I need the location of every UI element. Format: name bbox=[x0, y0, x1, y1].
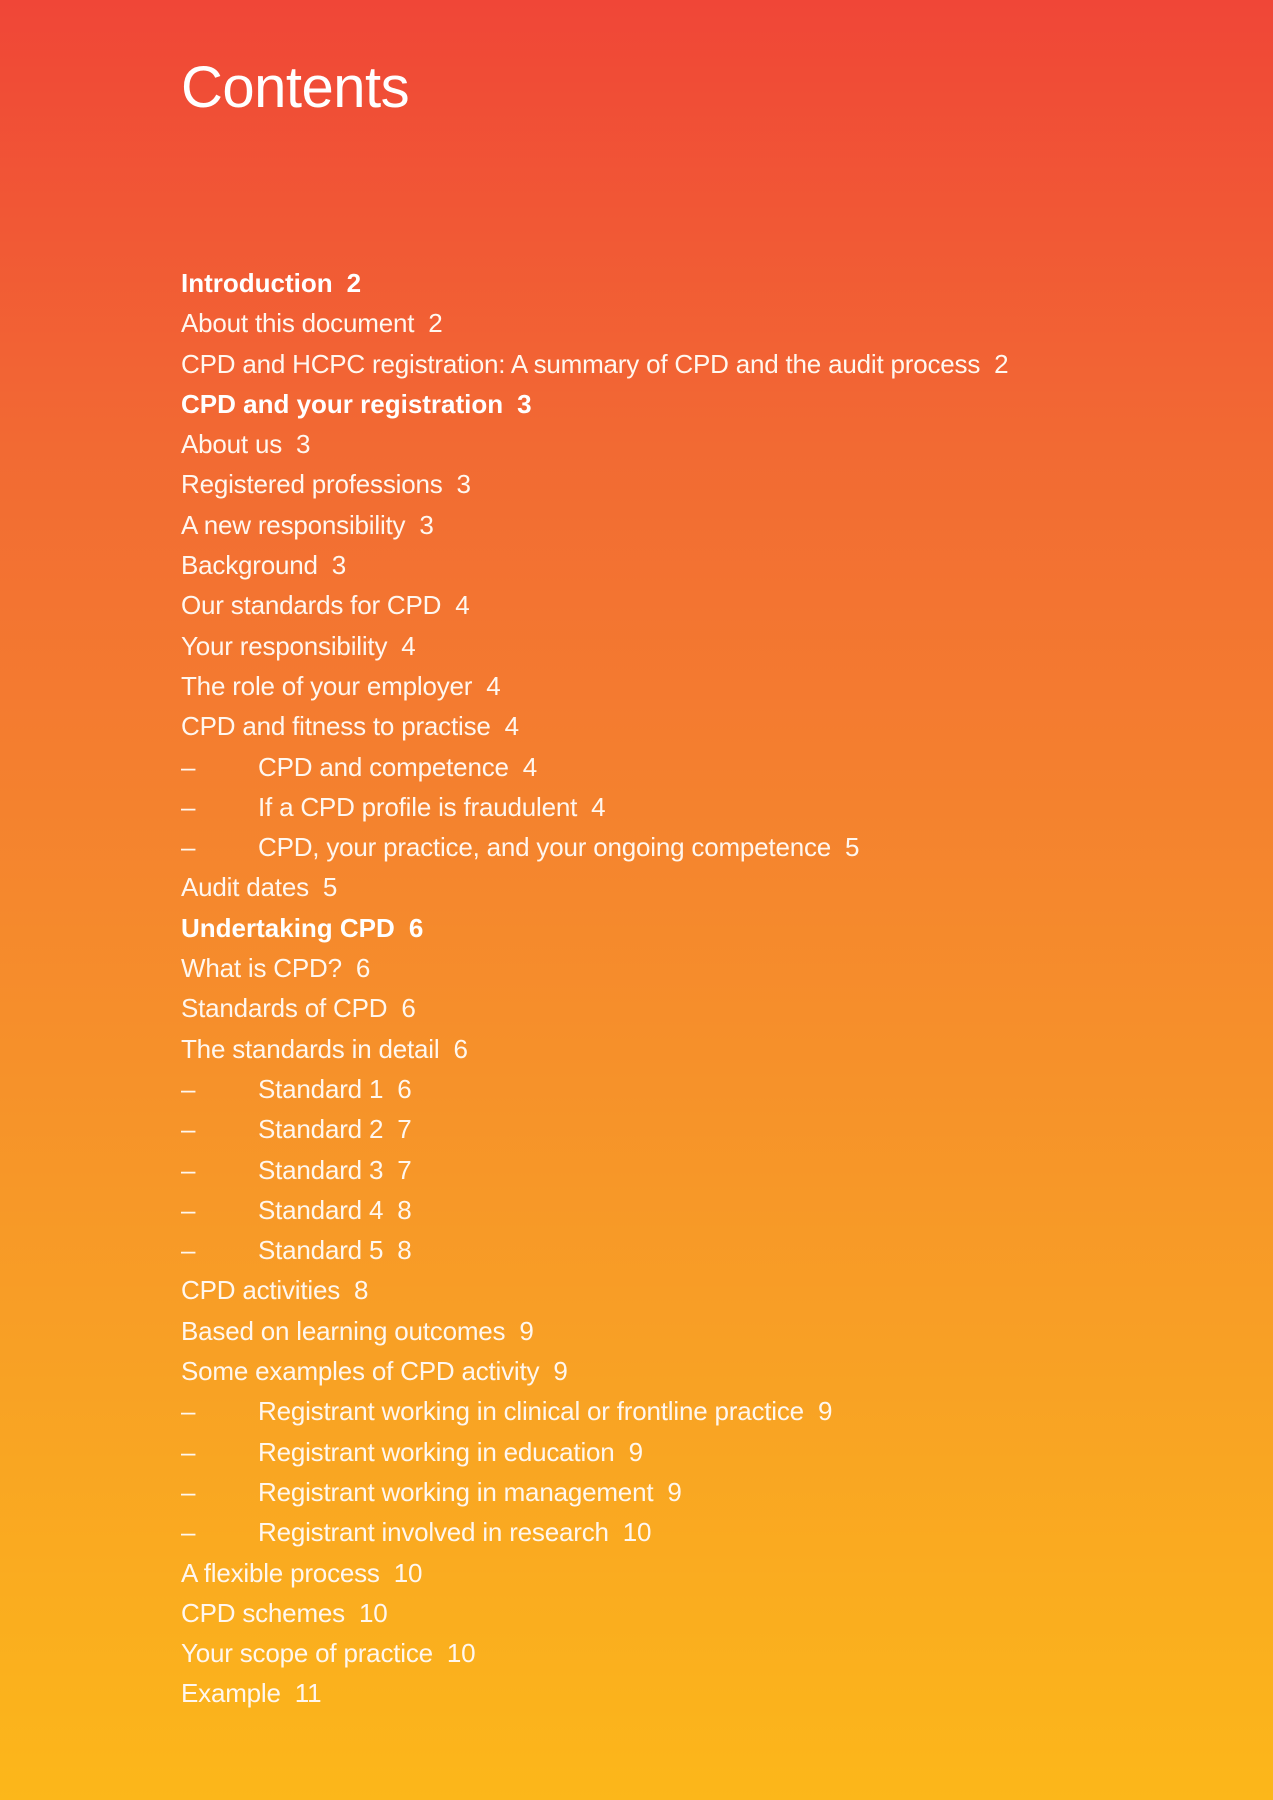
toc-sub-marker: – bbox=[181, 751, 196, 782]
toc-section-heading[interactable] bbox=[181, 384, 1008, 424]
toc-entry-title: About us bbox=[181, 429, 283, 460]
toc-entry[interactable] bbox=[181, 505, 1008, 545]
toc-entry[interactable] bbox=[181, 1553, 1008, 1593]
toc-entry-title: About this document bbox=[181, 308, 415, 339]
toc-entry-title: A new responsibility bbox=[181, 509, 406, 540]
toc-page-number: 6 bbox=[453, 1033, 468, 1064]
toc-page-number: 9 bbox=[817, 1396, 833, 1427]
toc-sub-marker: – bbox=[181, 832, 196, 863]
toc-page-number: 2 bbox=[428, 308, 443, 339]
toc-entry[interactable] bbox=[181, 706, 1008, 746]
toc-entry-title: CPD and fitness to practise bbox=[181, 711, 491, 742]
toc-subentry[interactable] bbox=[181, 1230, 1008, 1270]
toc-sub-marker: – bbox=[181, 1476, 196, 1507]
toc-sub-marker: – bbox=[181, 1396, 196, 1427]
toc-entry[interactable] bbox=[181, 344, 1008, 384]
toc-subentry[interactable] bbox=[181, 1069, 1008, 1109]
toc-entry[interactable] bbox=[181, 464, 1008, 504]
toc-page-number: 2 bbox=[994, 348, 1009, 379]
toc-entry-title: Undertaking CPD bbox=[181, 912, 395, 943]
toc-page-number: 5 bbox=[322, 872, 338, 903]
toc-page-number: 4 bbox=[486, 670, 501, 701]
toc-subentry[interactable] bbox=[181, 1472, 1008, 1512]
toc-sub-marker: – bbox=[181, 791, 196, 822]
page-title: Contents bbox=[181, 55, 410, 120]
toc-page-number: 4 bbox=[504, 711, 519, 742]
toc-subentry[interactable] bbox=[181, 1391, 1008, 1431]
toc-entry[interactable] bbox=[181, 867, 1008, 907]
toc-subentry[interactable] bbox=[181, 1432, 1008, 1472]
toc-entry[interactable] bbox=[181, 303, 1008, 343]
toc-page-number: 8 bbox=[397, 1194, 412, 1225]
toc-entry-title: Example bbox=[181, 1678, 281, 1709]
toc-entry-title: CPD and competence bbox=[258, 751, 509, 782]
toc-entry-title: Standard 2 bbox=[258, 1114, 384, 1145]
toc-page-number: 3 bbox=[296, 429, 311, 460]
toc-entry[interactable] bbox=[181, 1029, 1008, 1069]
toc-page-number: 9 bbox=[667, 1476, 682, 1507]
table-of-contents bbox=[181, 263, 1008, 1714]
toc-entry-title: Registrant working in clinical or frontline practice bbox=[258, 1396, 804, 1427]
toc-entry-title: Standard 5 bbox=[258, 1235, 384, 1266]
toc-entry-title: The role of your employer bbox=[181, 670, 473, 701]
toc-entry[interactable] bbox=[181, 1311, 1008, 1351]
toc-entry-title: Standard 1 bbox=[258, 1073, 384, 1104]
toc-entry[interactable] bbox=[181, 424, 1008, 464]
toc-entry-title: Some examples of CPD activity bbox=[181, 1356, 540, 1387]
toc-page-number: 9 bbox=[519, 1315, 534, 1346]
toc-section-heading[interactable] bbox=[181, 908, 1008, 948]
toc-page-number: 10 bbox=[393, 1557, 423, 1588]
toc-entry-title: CPD, your practice, and your ongoing competence bbox=[258, 832, 832, 863]
toc-subentry[interactable] bbox=[181, 1512, 1008, 1552]
toc-entry[interactable] bbox=[181, 988, 1008, 1028]
toc-sub-marker: – bbox=[181, 1517, 196, 1548]
toc-page-number: 9 bbox=[553, 1356, 568, 1387]
toc-page-number: 4 bbox=[522, 751, 538, 782]
toc-page-number: 10 bbox=[622, 1517, 652, 1548]
toc-page-number: 4 bbox=[455, 590, 470, 621]
toc-entry[interactable] bbox=[181, 666, 1008, 706]
toc-page-number: 8 bbox=[397, 1235, 412, 1266]
toc-page-number: 2 bbox=[346, 268, 362, 298]
toc-page-number: 5 bbox=[845, 832, 860, 863]
toc-entry[interactable] bbox=[181, 1673, 1008, 1713]
toc-entry-title: Registrant working in management bbox=[258, 1476, 654, 1507]
toc-entry-title: Your scope of practice bbox=[181, 1638, 433, 1669]
toc-page-number: 7 bbox=[397, 1114, 412, 1145]
toc-entry[interactable] bbox=[181, 948, 1008, 988]
toc-entry-title: CPD and your registration bbox=[181, 388, 504, 419]
toc-subentry[interactable] bbox=[181, 1109, 1008, 1149]
toc-entry-title: Standard 3 bbox=[258, 1154, 384, 1185]
toc-entry-title: Your responsibility bbox=[181, 630, 388, 661]
toc-entry-title: Standards of CPD bbox=[181, 993, 388, 1024]
toc-entry-title: Registrant involved in research bbox=[258, 1517, 609, 1548]
toc-page-number: 8 bbox=[354, 1275, 369, 1306]
toc-entry-title: Standard 4 bbox=[258, 1194, 384, 1225]
toc-sub-marker: – bbox=[181, 1436, 196, 1467]
toc-subentry[interactable] bbox=[181, 747, 1008, 787]
toc-page-number: 6 bbox=[397, 1073, 412, 1104]
toc-page-number: 10 bbox=[446, 1638, 476, 1669]
toc-page-number: 4 bbox=[591, 791, 606, 822]
toc-page-number: 3 bbox=[517, 388, 532, 419]
toc-entry[interactable] bbox=[181, 1270, 1008, 1310]
toc-sub-marker: – bbox=[181, 1114, 196, 1145]
toc-sub-marker: – bbox=[181, 1073, 196, 1104]
toc-subentry[interactable] bbox=[181, 1150, 1008, 1190]
toc-page-number: 9 bbox=[628, 1436, 643, 1467]
toc-entry[interactable] bbox=[181, 1633, 1008, 1673]
toc-entry[interactable] bbox=[181, 585, 1008, 625]
toc-sub-marker: – bbox=[181, 1154, 196, 1185]
toc-page-number: 10 bbox=[358, 1597, 388, 1628]
toc-entry-title: Introduction bbox=[181, 268, 333, 298]
toc-entry[interactable] bbox=[181, 1593, 1008, 1633]
toc-page-number: 3 bbox=[331, 550, 347, 581]
toc-entry-title: Registered professions bbox=[181, 469, 443, 500]
toc-page-number: 3 bbox=[456, 469, 471, 500]
toc-entry-title: What is CPD? bbox=[181, 953, 342, 984]
toc-page-number: 7 bbox=[397, 1154, 412, 1185]
toc-entry[interactable] bbox=[181, 626, 1008, 666]
toc-entry-title: Our standards for CPD bbox=[181, 590, 442, 621]
toc-page-number: 4 bbox=[401, 630, 416, 661]
toc-page-number: 11 bbox=[294, 1678, 322, 1709]
toc-entry-title: CPD activities bbox=[181, 1275, 341, 1306]
toc-entry-title: CPD schemes bbox=[181, 1597, 345, 1628]
toc-page-number: 3 bbox=[419, 509, 434, 540]
toc-entry-title: CPD and HCPC registration: A summary of CPD and the audit process bbox=[181, 348, 981, 379]
toc-subentry[interactable] bbox=[181, 787, 1008, 827]
toc-entry-title: Background bbox=[181, 550, 318, 581]
toc-page-number: 6 bbox=[401, 993, 416, 1024]
toc-entry[interactable] bbox=[181, 1351, 1008, 1391]
toc-subentry[interactable] bbox=[181, 1190, 1008, 1230]
toc-entry-title: Audit dates bbox=[181, 872, 309, 903]
toc-entry-title: A flexible process bbox=[181, 1557, 380, 1588]
toc-page-number: 6 bbox=[408, 912, 424, 943]
toc-entry-title: If a CPD profile is fraudulent bbox=[258, 791, 578, 822]
toc-section-heading[interactable] bbox=[181, 263, 1008, 303]
toc-sub-marker: – bbox=[181, 1194, 196, 1225]
toc-entry-title: Based on learning outcomes bbox=[181, 1315, 506, 1346]
toc-entry-title: Registrant working in education bbox=[258, 1436, 615, 1467]
contents-page bbox=[181, 0, 1241, 1800]
toc-subentry[interactable] bbox=[181, 827, 1008, 867]
toc-page-number: 6 bbox=[355, 953, 371, 984]
toc-sub-marker: – bbox=[181, 1235, 196, 1266]
toc-entry-title: The standards in detail bbox=[181, 1033, 440, 1064]
toc-entry[interactable] bbox=[181, 545, 1008, 585]
